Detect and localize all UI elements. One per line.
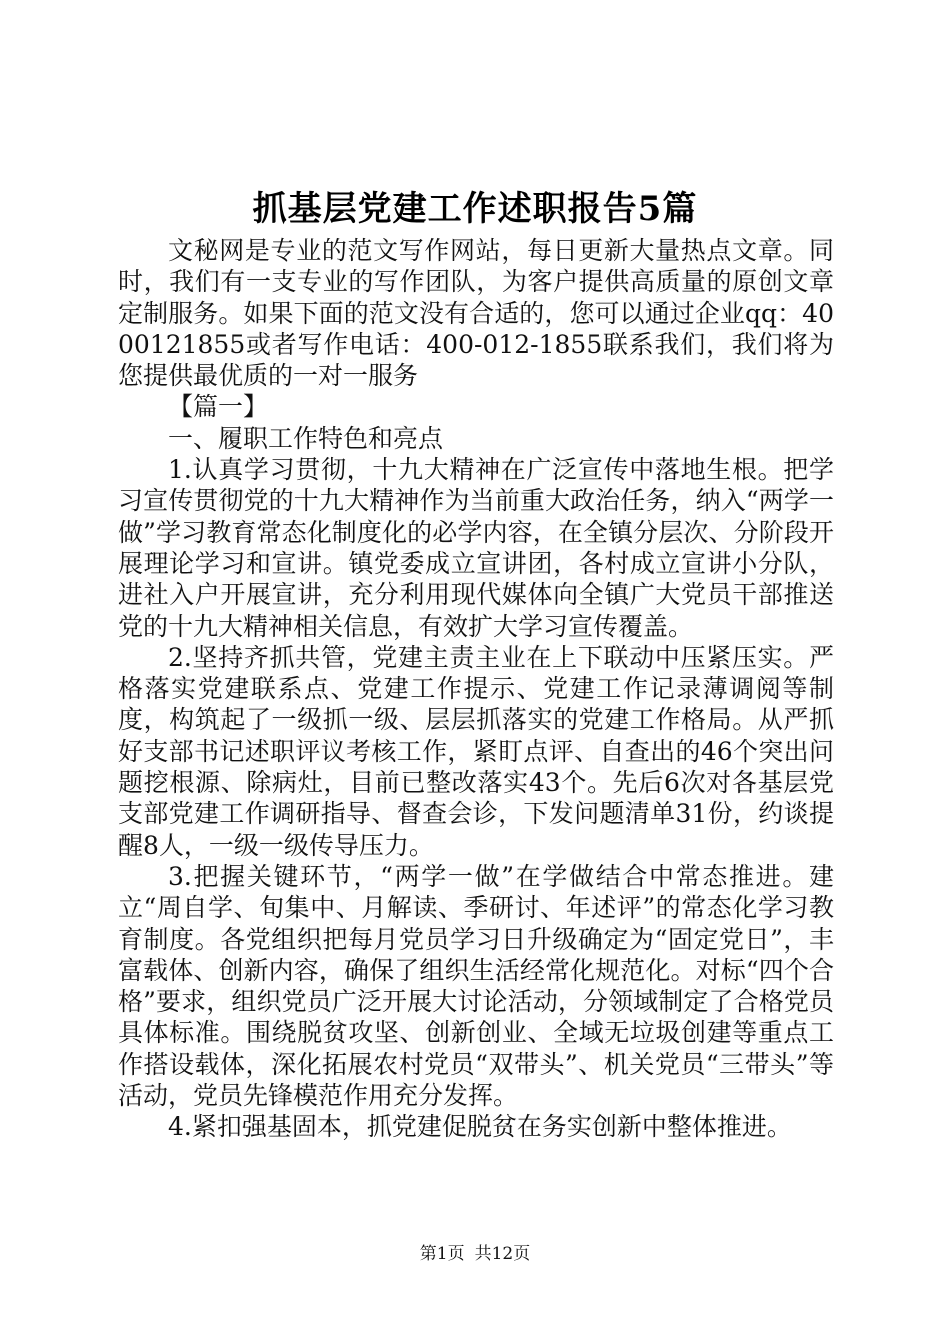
- page-total: 共12页: [474, 1244, 531, 1264]
- subheading-highlights: 一、履职工作特色和亮点: [168, 423, 444, 453]
- intro-paragraph: 文秘网是专业的范文写作网站，每日更新大量热点文章。同时，我们有一支专业的写作团队，为客户提供高质量的原创文章定制服务。如果下面的范文没有合适的，您可以通过企业qq：4000121855或者写作电话：400-012-1855联系我们，我们将为您提供最优质的一对一服务: [118, 236, 834, 391]
- section-heading-part-one: 【篇一】: [168, 392, 269, 422]
- paragraph-item-4: 4.紧扣强基固本，抓党建促脱贫在务实创新中整体推进。: [168, 1112, 792, 1142]
- paragraph-item-1: 1.认真学习贯彻，十九大精神在广泛宣传中落地生根。把学习宣传贯彻党的十九大精神作为当前重大政治任务，纳入“两学一做”学习教育常态化制度化的必学内容，在全镇分层次、分阶段开展理论学习和宣讲。镇党委成立宣讲团，各村成立宣讲小分队，进社入户开展宣讲，充分利用现代媒体向全镇广大党员干部推送党的十九大精神相关信息，有效扩大学习宣传覆盖。: [118, 455, 834, 641]
- paragraph-item-2: 2.坚持齐抓共管，党建主责主业在上下联动中压紧压实。严格落实党建联系点、党建工作提示、党建工作记录薄调阅等制度，构筑起了一级抓一级、层层抓落实的党建工作格局。从严抓好支部书记述职评议考核工作，紧盯点评、自查出的46个突出问题挖根源、除病灶，目前已整改落实43个。先后6次对各基层党支部党建工作调研指导、督查会诊，下发问题清单31份，约谈提醒8人，一级一级传导压力。: [118, 642, 834, 860]
- page-footer: [0, 1243, 950, 1265]
- paragraph-item-3: 3.把握关键环节，“两学一做”在学做结合中常态推进。建立“周自学、旬集中、月解读、季研讨、年述评”的常态化学习教育制度。各党组织把每月党员学习日升级确定为“固定党日”，丰富载体、创新内容，确保了组织生活经常化规范化。对标“四个合格”要求，组织党员广泛开展大讨论活动，分领域制定了合格党员具体标准。围绕脱贫攻坚、创新创业、全域无垃圾创建等重点工作搭设载体，深化拓展农村党员“双带头”、机关党员“三带头”等活动，党员先锋模范作用充分发挥。: [118, 861, 834, 1111]
- document-body: [118, 235, 834, 1143]
- document-title: 抓基层党建工作述职报告5篇: [252, 189, 698, 229]
- page-number: 第1页: [419, 1244, 465, 1264]
